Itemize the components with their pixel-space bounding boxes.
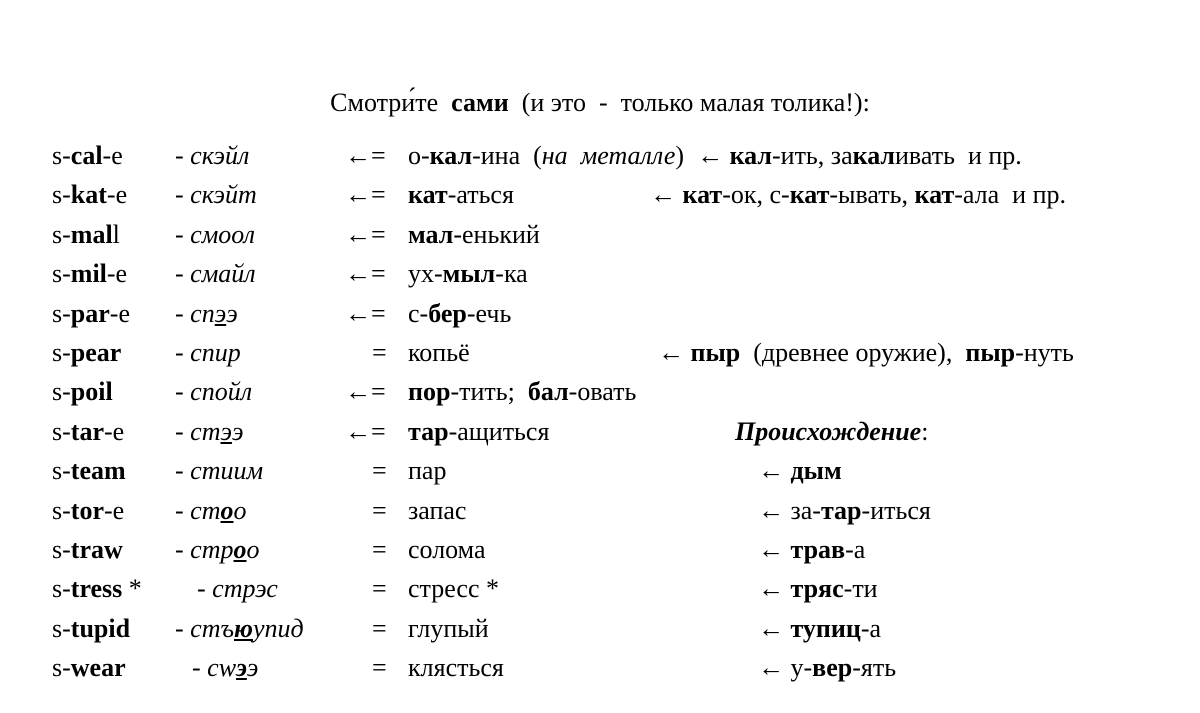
text-run: s-	[52, 574, 71, 604]
text-run: о-	[408, 141, 430, 170]
text-run: -нуть	[1015, 338, 1074, 367]
russian-meaning	[408, 338, 470, 368]
table-row	[0, 614, 1200, 652]
text-run: -ти	[843, 574, 878, 604]
text-run: -тить;	[450, 377, 528, 407]
text-run: ←	[758, 613, 791, 643]
text-run: спир	[190, 338, 241, 367]
russian-meaning	[408, 535, 486, 565]
text-run: о	[246, 535, 260, 564]
table-row	[0, 377, 1200, 415]
english-word	[52, 220, 120, 250]
russian-transcription	[175, 535, 260, 565]
text-run: -e	[106, 180, 128, 210]
text-run: (древнее оружие),	[740, 338, 966, 367]
table-row	[0, 653, 1200, 691]
russian-transcription	[175, 496, 247, 526]
dash: -	[175, 298, 191, 328]
page-title	[0, 88, 1200, 118]
dash: -	[197, 574, 213, 604]
relation-arrow: ←=	[345, 377, 386, 407]
russian-transcription	[175, 456, 263, 486]
relation-arrow: ←=	[345, 259, 386, 289]
title-prefix: Смотри́те	[330, 88, 452, 117]
dash: -	[175, 259, 191, 289]
text-run: -e	[102, 141, 123, 170]
text-run: вер	[812, 653, 853, 683]
text-run: скэйт	[190, 180, 257, 210]
english-word	[52, 180, 127, 210]
text-run: -аться	[447, 180, 514, 210]
english-word	[52, 141, 123, 171]
origin-note	[650, 180, 1066, 210]
text-run: мыл	[442, 259, 496, 289]
text-run: запас	[408, 495, 467, 525]
dash: -	[175, 495, 191, 525]
russian-meaning	[408, 614, 489, 644]
text-run: tupid	[70, 613, 131, 643]
table-row	[0, 574, 1200, 612]
text-run: wear	[70, 653, 126, 683]
origin-note	[758, 535, 865, 565]
text-run: на металле	[541, 141, 676, 170]
russian-transcription	[197, 574, 278, 604]
text-run: смоол	[190, 219, 255, 249]
text-run: -а	[845, 535, 866, 564]
text-run: -e	[103, 416, 125, 446]
text-run: ивать и пр.	[895, 141, 1022, 170]
dash: -	[192, 653, 208, 683]
table-row	[0, 338, 1200, 376]
russian-transcription	[175, 338, 241, 368]
text-run: э	[214, 298, 227, 328]
russian-meaning	[408, 653, 504, 683]
relation-arrow: =	[372, 574, 387, 604]
text-run: tor	[70, 495, 104, 525]
table-row	[0, 496, 1200, 534]
text-run: сп	[190, 298, 215, 328]
text-run: кат	[914, 180, 955, 210]
relation-arrow: =	[372, 495, 387, 525]
text-run: ух-	[408, 259, 443, 289]
text-run: ←	[758, 456, 791, 486]
title-suffix: (и это - только малая толика!):	[508, 88, 870, 117]
text-run: ) ←	[675, 141, 730, 170]
relation-arrow: ←=	[345, 180, 386, 210]
table-row	[0, 456, 1200, 494]
text-run: s-	[52, 338, 71, 367]
english-word	[52, 377, 113, 407]
text-run: s-	[52, 298, 71, 328]
text-run: ←	[658, 338, 691, 367]
origin-note	[758, 456, 842, 486]
origin-note	[758, 574, 878, 604]
english-word	[52, 496, 124, 526]
text-run: -e	[103, 495, 125, 525]
text-run: кат	[789, 180, 830, 210]
text-run: mil	[70, 259, 107, 289]
text-run: тряс	[790, 574, 844, 604]
text-run: бал	[527, 377, 569, 407]
text-run: -овать	[568, 377, 637, 407]
origin-note	[758, 614, 881, 644]
text-run: ← у-	[758, 653, 813, 683]
text-run: э	[236, 653, 247, 683]
english-word	[52, 338, 121, 368]
text-run: ст	[190, 416, 221, 446]
text-run: team	[70, 456, 126, 486]
dash: -	[175, 338, 191, 367]
text-run: о	[233, 535, 247, 564]
text-run: ←	[650, 180, 683, 210]
text-run: mal	[70, 219, 113, 249]
english-word	[52, 574, 142, 604]
text-run: -ять	[852, 653, 897, 683]
text-run: -ывать,	[829, 180, 915, 210]
text-run: смайл	[190, 259, 256, 289]
text-run: кал	[729, 141, 772, 170]
title-bold: сами	[451, 88, 509, 117]
russian-transcription	[175, 377, 252, 407]
text-run: s-	[52, 416, 71, 446]
text-run: kat	[70, 180, 107, 210]
text-run: тар	[820, 495, 862, 525]
text-run: трав	[790, 535, 846, 564]
text-run: ←	[758, 535, 791, 564]
text-run: -иться	[861, 495, 931, 525]
text-run: дым	[790, 456, 842, 486]
text-run: клясться	[408, 653, 504, 683]
relation-arrow: =	[372, 653, 387, 683]
text-run: кал	[852, 141, 896, 170]
text-run: э	[220, 416, 232, 446]
text-run: стр	[190, 535, 234, 564]
table-row	[0, 180, 1200, 218]
text-run: с-	[408, 298, 429, 328]
text-run: s-	[52, 259, 71, 289]
text-run: s-	[52, 653, 71, 683]
russian-transcription	[192, 653, 258, 683]
text-run: -ка	[495, 259, 528, 289]
text-run: глупый	[408, 613, 489, 643]
origin-note	[758, 653, 896, 683]
relation-arrow: =	[372, 535, 387, 564]
text-run: о	[220, 495, 234, 525]
relation-arrow: ←=	[345, 416, 386, 446]
english-word	[52, 535, 123, 565]
text-run: s-	[52, 377, 71, 407]
text-run: ←	[758, 574, 791, 604]
text-run: скэйл	[190, 141, 250, 170]
text-run: пор	[408, 377, 451, 407]
dash: -	[175, 219, 191, 249]
text-run: -ить, за	[772, 141, 853, 170]
text-run: s-	[52, 141, 71, 170]
table-row	[0, 417, 1200, 455]
text-run: :	[921, 416, 929, 446]
table-row	[0, 141, 1200, 179]
relation-arrow: ←=	[345, 298, 386, 328]
text-run: стиим	[190, 456, 264, 486]
text-run: стресс *	[408, 574, 499, 604]
dash: -	[175, 613, 191, 643]
dash: -	[175, 141, 191, 170]
english-word	[52, 417, 124, 447]
relation-arrow: =	[372, 338, 387, 367]
text-run: traw	[70, 535, 123, 564]
text-run: -ок, с-	[722, 180, 790, 210]
text-run: -e	[106, 259, 128, 289]
text-run: -ащиться	[448, 416, 550, 446]
russian-transcription	[175, 141, 249, 171]
text-run: -а	[860, 613, 882, 643]
text-run: s-	[52, 613, 71, 643]
text-run: мал	[408, 219, 454, 249]
dash: -	[175, 180, 191, 210]
russian-meaning	[408, 259, 528, 289]
russian-transcription	[175, 220, 255, 250]
text-run: спойл	[190, 377, 253, 407]
table-row	[0, 220, 1200, 258]
table-row	[0, 535, 1200, 573]
text-run: -ина (	[472, 141, 542, 170]
text-run: -e	[109, 298, 130, 328]
text-run: s-	[52, 219, 71, 249]
russian-transcription	[175, 614, 304, 644]
english-word	[52, 614, 130, 644]
relation-arrow: ←=	[345, 219, 386, 249]
text-run: pear	[70, 338, 122, 367]
english-word	[52, 299, 130, 329]
russian-meaning	[408, 180, 514, 210]
text-run: упид	[252, 613, 304, 643]
dash: -	[175, 416, 191, 446]
russian-transcription	[175, 180, 257, 210]
table-row	[0, 299, 1200, 337]
relation-arrow: =	[372, 456, 387, 486]
text-run: cw	[207, 653, 237, 683]
origin-note	[735, 417, 928, 447]
text-run: s-	[52, 495, 71, 525]
text-run: э	[226, 298, 238, 328]
text-run: тар	[408, 416, 449, 446]
text-run: кат	[682, 180, 723, 210]
text-run: ← за-	[758, 495, 821, 525]
text-run: *	[122, 574, 142, 604]
text-run: tress	[70, 574, 123, 604]
russian-transcription	[175, 417, 243, 447]
text-run: s-	[52, 180, 71, 210]
russian-meaning	[408, 417, 549, 447]
text-run: -енький	[453, 219, 540, 249]
text-run: cal	[70, 141, 103, 170]
text-run: Происхождение	[735, 416, 922, 446]
text-run: пар	[408, 456, 447, 486]
text-run: э	[231, 416, 244, 446]
text-run: кат	[408, 180, 448, 210]
text-run: ст	[190, 495, 221, 525]
dash: -	[175, 535, 191, 564]
text-run: тупиц	[790, 613, 861, 643]
text-run: s-	[52, 535, 71, 564]
russian-meaning	[408, 574, 499, 604]
english-word	[52, 653, 126, 683]
text-run: пыр	[965, 338, 1016, 367]
text-run: стъ	[190, 613, 234, 643]
origin-note	[658, 338, 1074, 368]
table-row	[0, 259, 1200, 297]
text-run: стрэс	[212, 574, 278, 604]
russian-meaning	[408, 299, 511, 329]
english-word	[52, 456, 126, 486]
text-run: -ала и пр.	[954, 180, 1066, 210]
russian-meaning	[408, 377, 636, 407]
relation-arrow: ←=	[345, 141, 386, 170]
text-run: -ечь	[466, 298, 512, 328]
text-run: копьё	[408, 338, 470, 367]
text-run: бер	[428, 298, 467, 328]
text-run: э	[246, 653, 259, 683]
text-run: poil	[70, 377, 113, 407]
text-run: tar	[70, 416, 104, 446]
russian-meaning	[408, 456, 446, 486]
text-run: s-	[52, 456, 71, 486]
russian-transcription	[175, 259, 256, 289]
text-run: ю	[233, 613, 253, 643]
russian-meaning	[408, 496, 466, 526]
russian-transcription	[175, 299, 238, 329]
text-run: пыр	[690, 338, 741, 367]
text-run: par	[70, 298, 110, 328]
russian-meaning	[408, 220, 540, 250]
text-run: l	[112, 219, 120, 249]
relation-arrow: =	[372, 613, 387, 643]
text-run: кал	[429, 141, 473, 170]
dash: -	[175, 377, 191, 407]
origin-note	[758, 496, 931, 526]
text-run: о	[233, 495, 247, 525]
russian-meaning	[408, 141, 1022, 171]
dash: -	[175, 456, 191, 486]
english-word	[52, 259, 127, 289]
text-run: солома	[408, 535, 486, 564]
